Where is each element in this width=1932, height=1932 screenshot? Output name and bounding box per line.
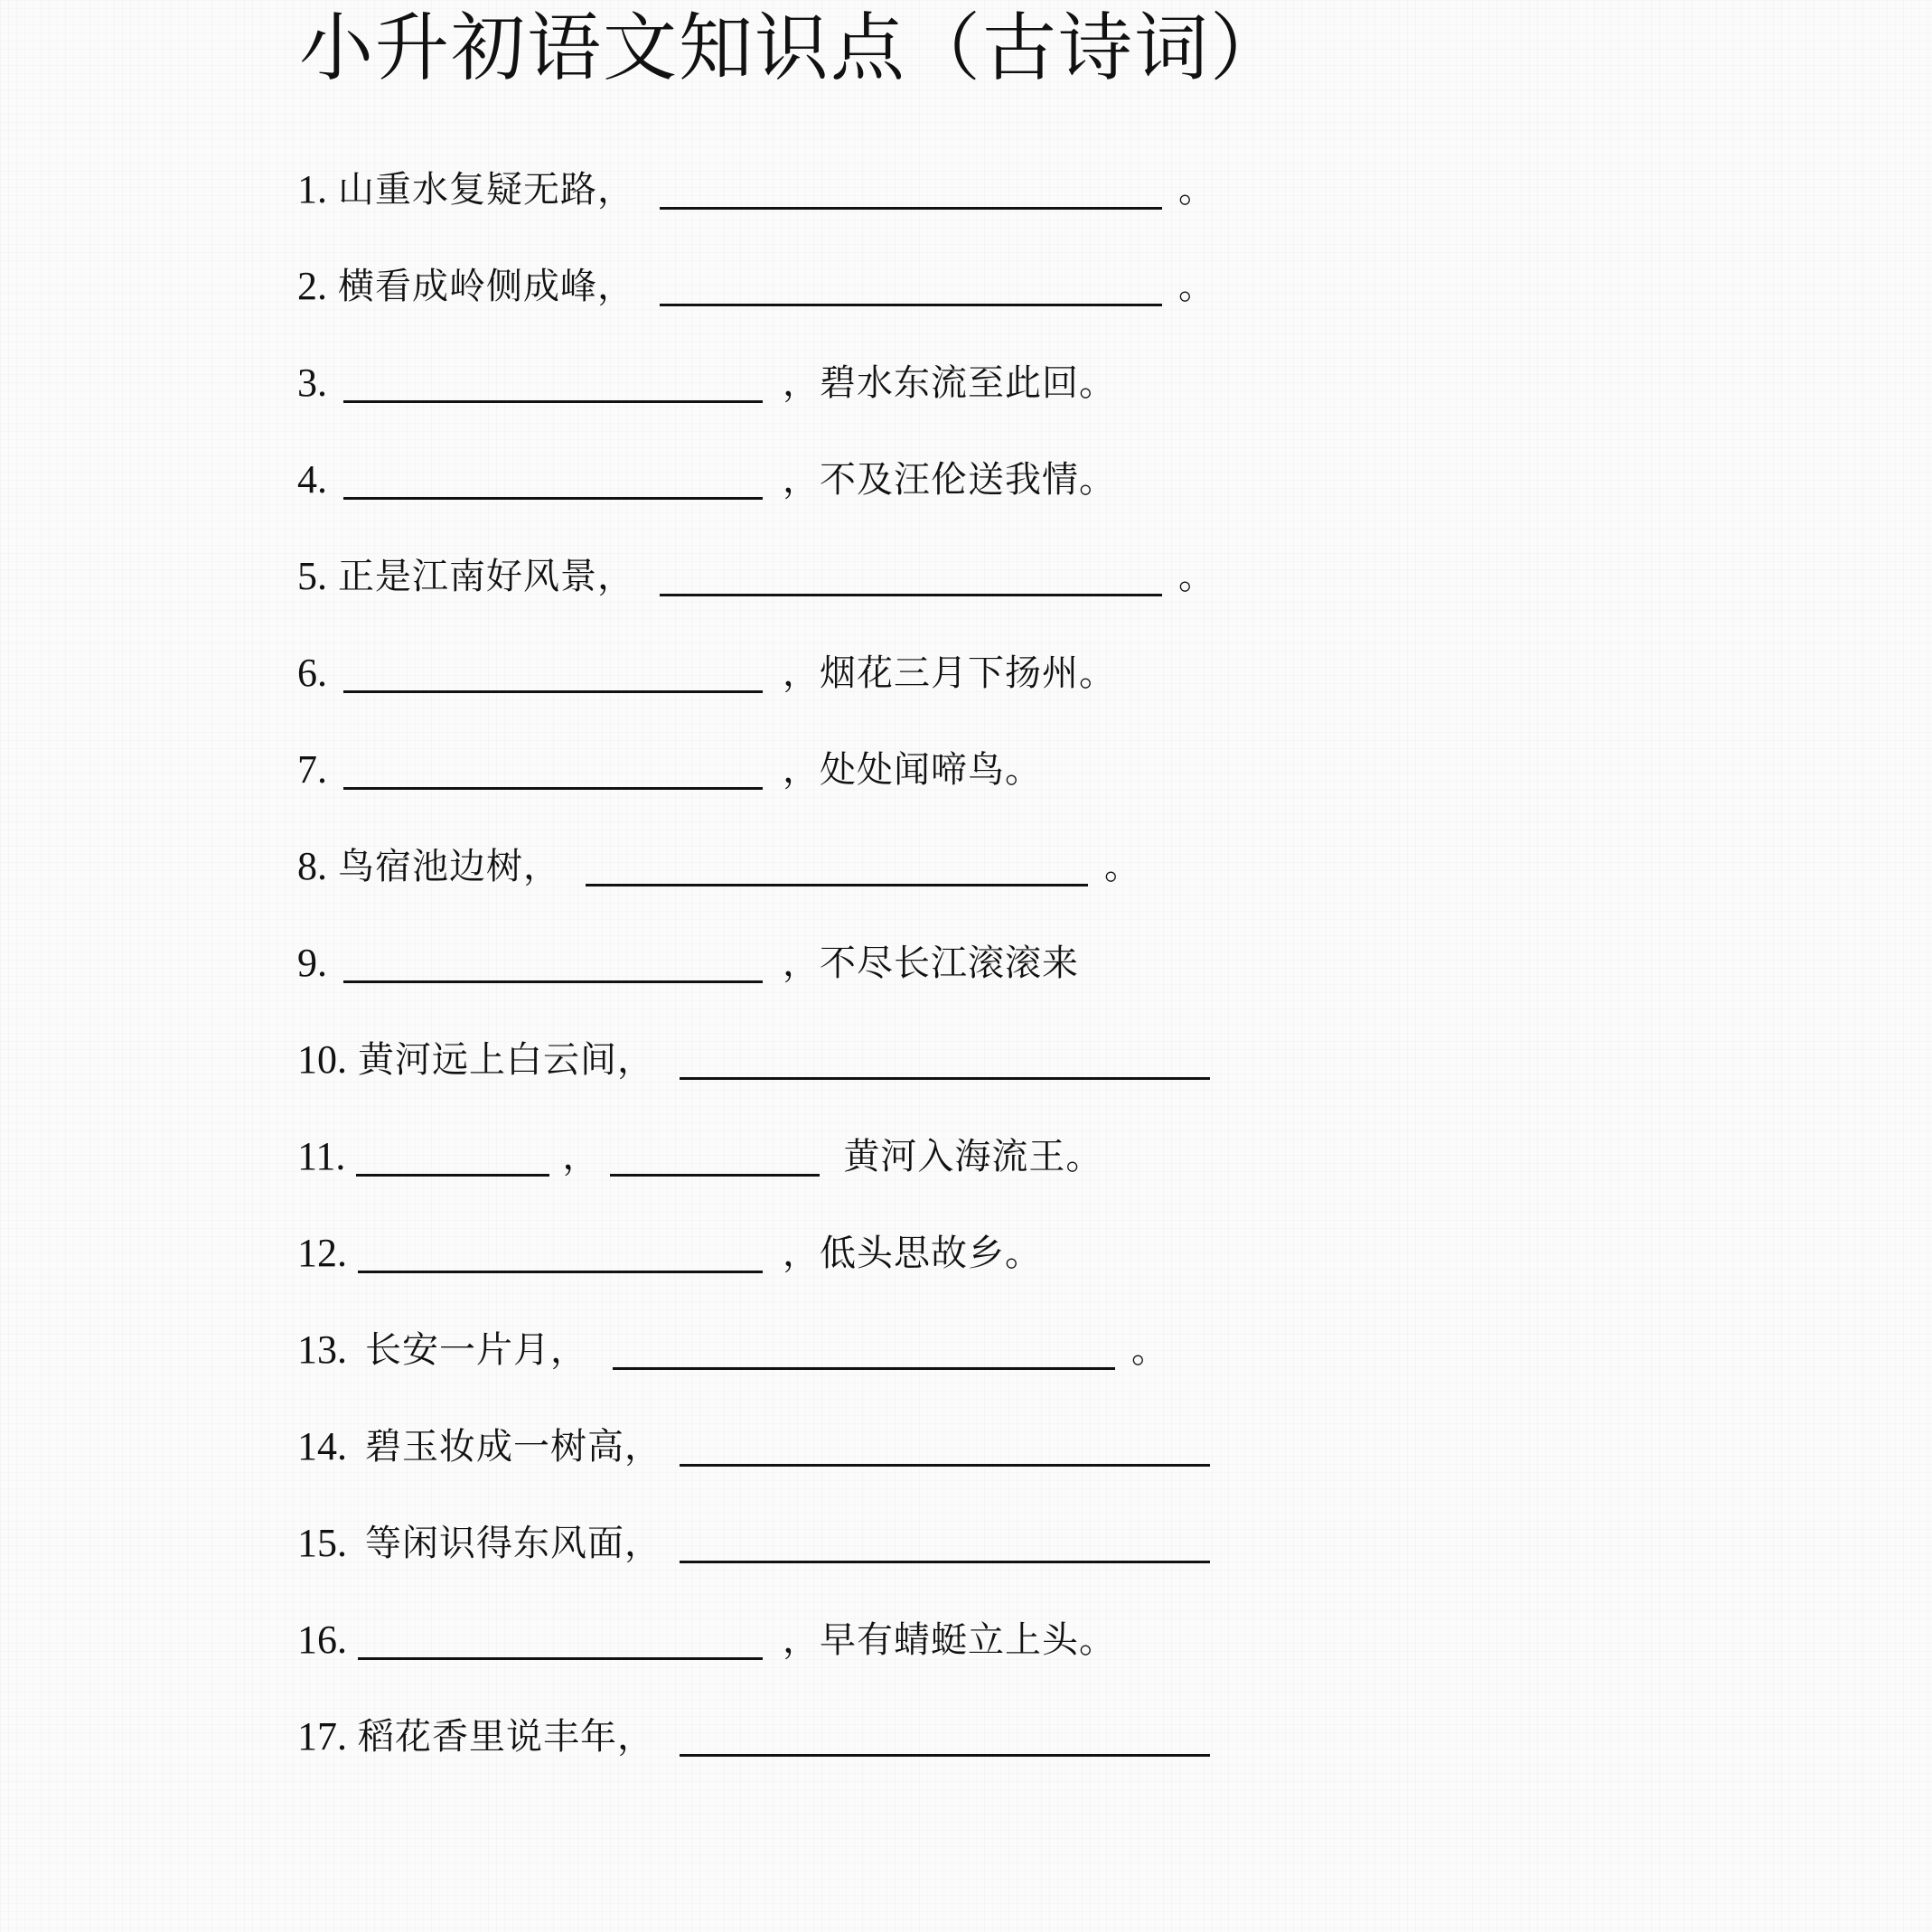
question-number: 9. — [297, 941, 327, 985]
question-number: 10. — [297, 1037, 347, 1082]
question-item-10 — [297, 985, 1215, 1082]
answer-blank[interactable] — [660, 174, 1162, 210]
question-prompt: 等闲识得东风面， — [365, 1523, 661, 1564]
question-item-5 — [297, 502, 1215, 598]
question-item-9 — [297, 888, 1215, 985]
question-separator: ， — [562, 1136, 600, 1177]
question-number: 15. — [297, 1521, 347, 1565]
answer-blank-first[interactable] — [356, 1141, 549, 1177]
question-ending: ，碧水东流至此回。 — [783, 362, 1116, 404]
question-number: 2. — [297, 264, 327, 308]
question-number: 5. — [297, 554, 327, 598]
answer-blank[interactable] — [343, 368, 763, 403]
question-ending: 。 — [1178, 266, 1215, 307]
question-prompt: 正是江南好风景， — [338, 556, 634, 597]
question-list — [297, 115, 1215, 1758]
question-ending: ，早有蜻蜓立上头。 — [783, 1619, 1116, 1661]
question-item-2 — [297, 211, 1215, 308]
question-ending: 黄河入海流王。 — [843, 1136, 1103, 1177]
answer-blank[interactable] — [343, 658, 763, 693]
question-prompt: 鸟宿池边树， — [338, 846, 560, 887]
answer-blank[interactable] — [680, 1431, 1210, 1467]
question-ending: ，不尽长江滚滚来 — [783, 943, 1079, 984]
question-prompt: 碧玉妆成一树高， — [365, 1426, 661, 1468]
question-prompt: 长安一片月， — [365, 1329, 587, 1371]
question-number: 17. — [297, 1714, 347, 1758]
question-item-13 — [297, 1275, 1215, 1372]
question-number: 14. — [297, 1424, 347, 1468]
question-prompt: 山重水复疑无路， — [338, 169, 634, 211]
answer-blank[interactable] — [680, 1045, 1210, 1080]
question-number: 7. — [297, 747, 327, 792]
question-item-6 — [297, 598, 1215, 695]
question-ending: 。 — [1178, 169, 1215, 211]
question-item-4 — [297, 405, 1215, 502]
question-ending: 。 — [1104, 846, 1141, 887]
question-item-7 — [297, 695, 1215, 792]
question-ending: ，不及汪伦送我情。 — [783, 459, 1116, 501]
question-item-17 — [297, 1662, 1215, 1758]
question-item-12 — [297, 1178, 1215, 1275]
question-ending: 。 — [1178, 556, 1215, 597]
question-number: 12. — [297, 1231, 347, 1275]
answer-blank[interactable] — [358, 1238, 763, 1273]
answer-blank[interactable] — [613, 1335, 1115, 1370]
question-item-14 — [297, 1372, 1215, 1468]
answer-blank[interactable] — [358, 1625, 763, 1660]
answer-blank[interactable] — [660, 271, 1162, 306]
answer-blank[interactable] — [343, 755, 763, 790]
answer-blank[interactable] — [680, 1721, 1210, 1757]
question-ending: ，低头思故乡。 — [783, 1233, 1042, 1274]
question-item-1 — [297, 115, 1215, 211]
question-item-8 — [297, 792, 1215, 888]
question-ending: ，烟花三月下扬州。 — [783, 652, 1116, 694]
question-number: 1. — [297, 167, 327, 211]
question-ending: ，处处闻啼鸟。 — [783, 749, 1042, 791]
page-title: 小升初语文知识点（古诗词） — [299, 5, 1287, 91]
question-item-15 — [297, 1468, 1215, 1565]
question-prompt: 黄河远上白云间， — [358, 1039, 654, 1081]
question-item-11 — [297, 1082, 1215, 1178]
question-number: 16. — [297, 1618, 347, 1662]
question-number: 8. — [297, 844, 327, 888]
question-number: 4. — [297, 457, 327, 502]
question-number: 13. — [297, 1327, 347, 1372]
answer-blank[interactable] — [343, 464, 763, 500]
question-ending: 。 — [1131, 1329, 1168, 1371]
answer-blank[interactable] — [680, 1528, 1210, 1563]
question-number: 3. — [297, 361, 327, 405]
answer-blank-second[interactable] — [610, 1141, 820, 1177]
question-number: 11. — [297, 1134, 346, 1178]
question-prompt: 横看成岭侧成峰， — [338, 266, 634, 307]
question-item-3 — [297, 308, 1215, 405]
question-prompt: 稻花香里说丰年， — [358, 1716, 654, 1758]
answer-blank[interactable] — [660, 561, 1162, 596]
answer-blank[interactable] — [586, 851, 1088, 886]
question-item-16 — [297, 1565, 1215, 1662]
answer-blank[interactable] — [343, 948, 763, 983]
question-number: 6. — [297, 651, 327, 695]
